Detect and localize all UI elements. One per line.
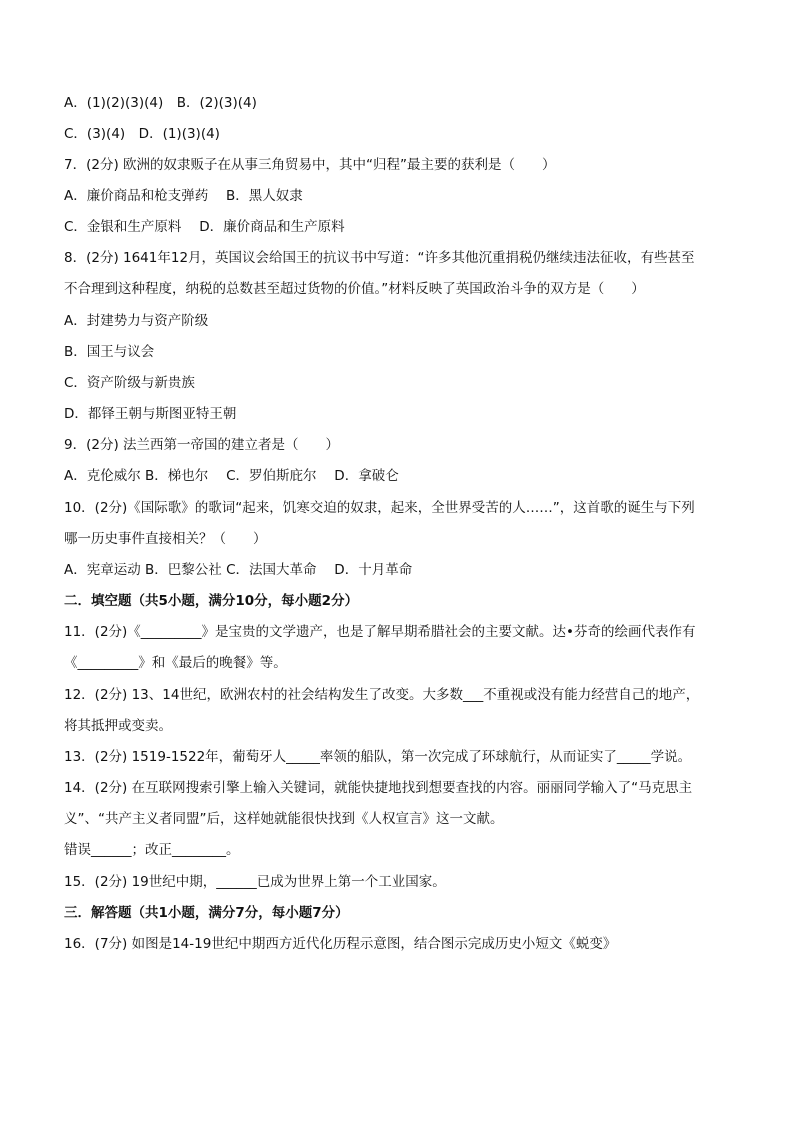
q15-stem: 15．(2分) 19世纪中期，______已成为世界上第一个工业国家。 [64, 874, 446, 890]
q7-stem: 7．(2分) 欧洲的奴隶贩子在从事三角贸易中，其中“归程”最主要的获利是（ ） [64, 157, 556, 173]
q7-options-cd: C．金银和生产原料 D．廉价商品和生产原料 [64, 219, 345, 235]
q8-stem-line2: 不合理到这种程度，纳税的总数甚至超过货物的价值。”材料反映了英国政治斗争的双方是（ ） [64, 281, 645, 297]
q9-options: A．克伦威尔 B．梯也尔 C．罗伯斯庇尔 D．拿破仑 [64, 468, 399, 484]
q14-stem-line2: 义”、“共产主义者同盟”后，这样她就能很快找到《人权宣言》这一文献。 [64, 811, 504, 827]
q14-stem-line1: 14．(2分) 在互联网搜索引擎上输入关键词，就能快捷地找到想要查找的内容。丽丽同学输入了“马克思主 [64, 780, 693, 796]
q6-options-ab: A．(1)(2)(3)(4) B．(2)(3)(4) [64, 95, 257, 111]
q11-stem-line1: 11．(2分)《_________》是宝贵的文学遗产，也是了解早期希腊社会的主要文献。达•芬奇的绘画代表作有 [64, 624, 696, 640]
q7-options-ab: A．廉价商品和枪支弹药 B．黑人奴隶 [64, 188, 303, 204]
q12-stem-line2: 将其抵押或变卖。 [64, 718, 172, 734]
q8-option-b: B．国王与议会 [64, 344, 155, 360]
q16-stem: 16．(7分) 如图是14-19世纪中期西方近代化历程示意图，结合图示完成历史小短文《蜕变》 [64, 936, 617, 952]
q10-options: A．宪章运动 B．巴黎公社 C．法国大革命 D．十月革命 [64, 562, 413, 578]
q10-stem-line1: 10．(2分)《国际歌》的歌词“起来，饥寒交迫的奴隶，起来，全世界受苦的人……”，这首歌的诞生与下列 [64, 500, 695, 516]
q13-stem: 13．(2分) 1519-1522年，葡萄牙人_____率领的船队，第一次完成了环球航行，从而证实了_____学说。 [64, 749, 692, 765]
q8-option-a: A．封建势力与资产阶级 [64, 313, 209, 329]
q8-stem-line1: 8．(2分) 1641年12月，英国议会给国王的抗议书中写道：“许多其他沉重捐税仍继续违法征收，有些甚至 [64, 250, 695, 266]
q9-stem: 9．(2分) 法兰西第一帝国的建立者是（ ） [64, 437, 340, 453]
q14-answer-line: 错误______；改正________。 [64, 842, 240, 858]
q10-stem-line2: 哪一历史事件直接相关？（ ） [64, 531, 267, 547]
q11-stem-line2: 《_________》和《最后的晚餐》等。 [64, 655, 287, 671]
section-fill-in-heading: 二．填空题（共5小题，满分10分，每小题2分） [64, 593, 359, 609]
q8-option-c: C．资产阶级与新贵族 [64, 375, 195, 391]
section-answer-heading: 三．解答题（共1小题，满分7分，每小题7分） [64, 905, 349, 921]
q6-options-cd: C．(3)(4) D．(1)(3)(4) [64, 126, 220, 142]
q12-stem-line1: 12．(2分) 13、14世纪，欧洲农村的社会结构发生了改变。大多数___不重视或没有能力经营自己的地产， [64, 687, 700, 703]
q8-option-d: D．都铎王朝与斯图亚特王朝 [64, 406, 237, 422]
